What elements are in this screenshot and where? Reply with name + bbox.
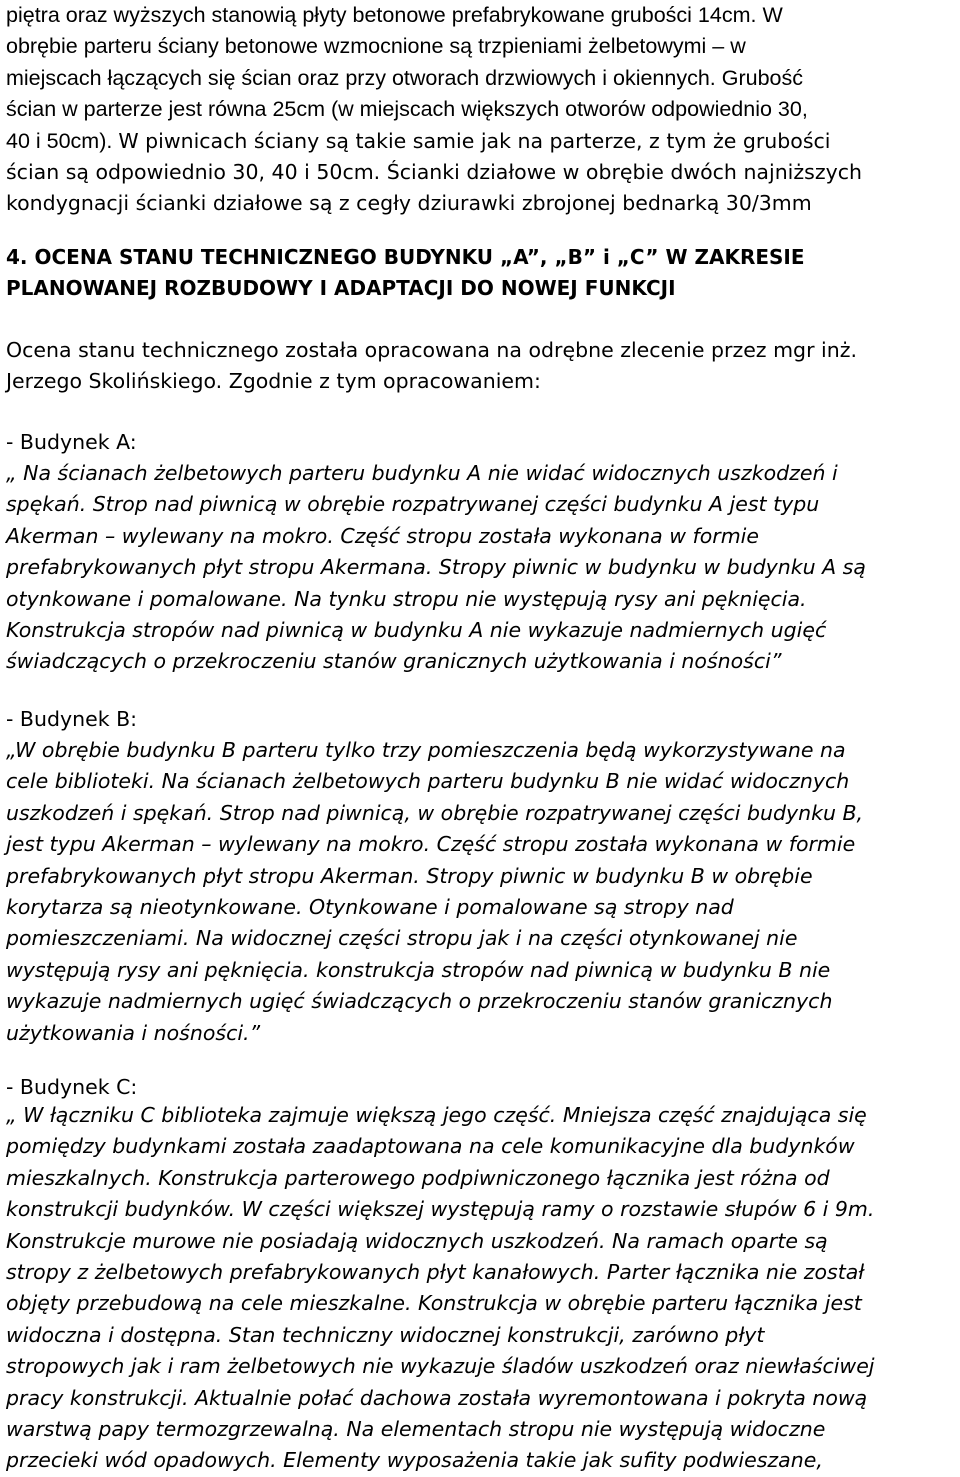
intro-line: obrębie parteru ściany betonowe wzmocnione są trzpieniami żelbetowymi – w xyxy=(6,34,746,59)
intro-paragraph xyxy=(6,0,862,220)
quote-line: objęty przebudową na cele mieszkalne. Konstrukcja w obrębie parteru łącznika jest xyxy=(6,1291,862,1316)
quote-line: pomieszczeniami. Na widocznej części stropu jak i na części otynkowanej nie xyxy=(6,926,798,951)
quote-line: „ W łączniku C biblioteka zajmuje większą jego część. Mniejsza część znajdująca się xyxy=(6,1103,867,1127)
intro-line: kondygnacji ścianki działowe są z cegły dziurawki zbrojonej bednarką 30/3mm xyxy=(6,191,812,216)
intro-line: ścian są odpowiednio 30, 40 i 50cm. Ścianki działowe w obrębie dwóch najniższych xyxy=(6,160,862,185)
quote-line: prefabrykowanych płyt stropu Akermana. Stropy piwnic w budynku w budynku A są xyxy=(6,555,866,580)
budynek-b-label: - Budynek B: xyxy=(6,707,138,731)
quote-line: pomiędzy budynkami została zaadaptowana na cele komunikacyjne dla budynków xyxy=(6,1134,855,1159)
quote-line: Akerman – wylewany na mokro. Część stropu została wykonana w formie xyxy=(6,523,759,548)
section-intro xyxy=(6,335,857,398)
quote-line: „W obrębie budynku B parteru tylko trzy pomieszczenia będą wykorzystywane na xyxy=(6,738,846,762)
quote-line: użytkowania i nośności.” xyxy=(6,1020,261,1045)
section-intro-line: Ocena stanu technicznego została opracowana na odrębne zlecenie przez mgr inż. xyxy=(6,338,857,362)
quote-line: „ Na ścianach żelbetowych parteru budynku A nie widać widocznych uszkodzeń i xyxy=(6,461,838,485)
quote-line: występują rysy ani pęknięcia. konstrukcja stropów nad piwnicą w budynku B nie xyxy=(6,957,831,982)
quote-line: stropy z żelbetowych prefabrykowanych płyt kanałowych. Parter łącznika nie został xyxy=(6,1260,865,1285)
quote-line: Konstrukcje murowe nie posiadają widocznych uszkodzeń. Na ramach oparte są xyxy=(6,1228,828,1253)
section-heading-line: 4. OCENA STANU TECHNICZNEGO BUDYNKU „A”, „B” i „C” W ZAKRESIE xyxy=(6,245,805,269)
quote-line: prefabrykowanych płyt stropu Akerman. Stropy piwnic w budynku B w obrębie xyxy=(6,863,813,888)
intro-line: ścian w parterze jest równa 25cm (w miejscach większych otworów odpowiednio 30, xyxy=(6,97,808,122)
quote-line: przecieki wód opadowych. Elementy wyposażenia takie jak sufity podwieszane, xyxy=(6,1448,823,1473)
quote-line: korytarza są nieotynkowane. Otynkowane i pomalowane są stropy nad xyxy=(6,895,734,920)
quote-line: warstwą papy termozgrzewalną. Na elementach stropu nie występują widoczne xyxy=(6,1417,826,1442)
quote-line: widoczna i dostępna. Stan techniczny widocznej konstrukcji, zarówno płyt xyxy=(6,1322,765,1347)
budynek-c-quote xyxy=(6,1100,875,1477)
quote-line: uszkodzeń i spękań. Strop nad piwnicą, w obrębie rozpatrywanej części budynku B, xyxy=(6,800,864,825)
quote-line: cele biblioteki. Na ścianach żelbetowych parteru budynku B nie widać widocznych xyxy=(6,769,850,794)
section-intro-line: Jerzego Skolińskiego. Zgodnie z tym opracowaniem: xyxy=(6,369,541,394)
intro-line: piętra oraz wyższych stanowią płyty betonowe prefabrykowane grubości 14cm. W xyxy=(6,3,783,27)
quote-line: jest typu Akerman – wylewany na mokro. Część stropu została wykonana w formie xyxy=(6,832,856,857)
budynek-b-quote xyxy=(6,735,863,1049)
section-heading xyxy=(6,242,805,305)
quote-line: otynkowane i pomalowane. Na tynku stropu nie występują rysy ani pęknięcia. xyxy=(6,586,807,611)
quote-line: stropowych jak i ram żelbetowych nie wykazuje śladów uszkodzeń oraz niewłaściwej xyxy=(6,1354,875,1379)
section-heading-line: PLANOWANEJ ROZBUDOWY I ADAPTACJI DO NOWEJ FUNKCJI xyxy=(6,276,676,301)
budynek-a-label: - Budynek A: xyxy=(6,430,137,454)
intro-line: 40 i 50cm). W piwnicach ściany są takie samie jak na parterze, z tym że grubości xyxy=(6,128,831,153)
quote-line: mieszkalnych. Konstrukcja parterowego podpiwniczonego łącznika jest różna od xyxy=(6,1165,830,1190)
quote-line: pracy konstrukcji. Aktualnie połać dachowa została wyremontowana i pokryta nową xyxy=(6,1385,868,1410)
intro-line: miejscach łączących się ścian oraz przy otworach drzwiowych i okiennych. Grubość xyxy=(6,65,804,90)
budynek-a-quote xyxy=(6,458,866,678)
quote-line: Konstrukcja stropów nad piwnicą w budynku A nie wykazuje nadmiernych ugięć xyxy=(6,618,827,643)
quote-line: świadczących o przekroczeniu stanów granicznych użytkowania i nośności” xyxy=(6,649,782,674)
quote-line: spękań. Strop nad piwnicą w obrębie rozpatrywanej części budynku A jest typu xyxy=(6,492,820,517)
budynek-c-label: - Budynek C: xyxy=(6,1075,138,1099)
quote-line: wykazuje nadmiernych ugięć świadczących o przekroczeniu stanów granicznych xyxy=(6,989,833,1014)
quote-line: konstrukcji budynków. W części większej występują ramy o rozstawie słupów 6 i 9m. xyxy=(6,1197,875,1222)
